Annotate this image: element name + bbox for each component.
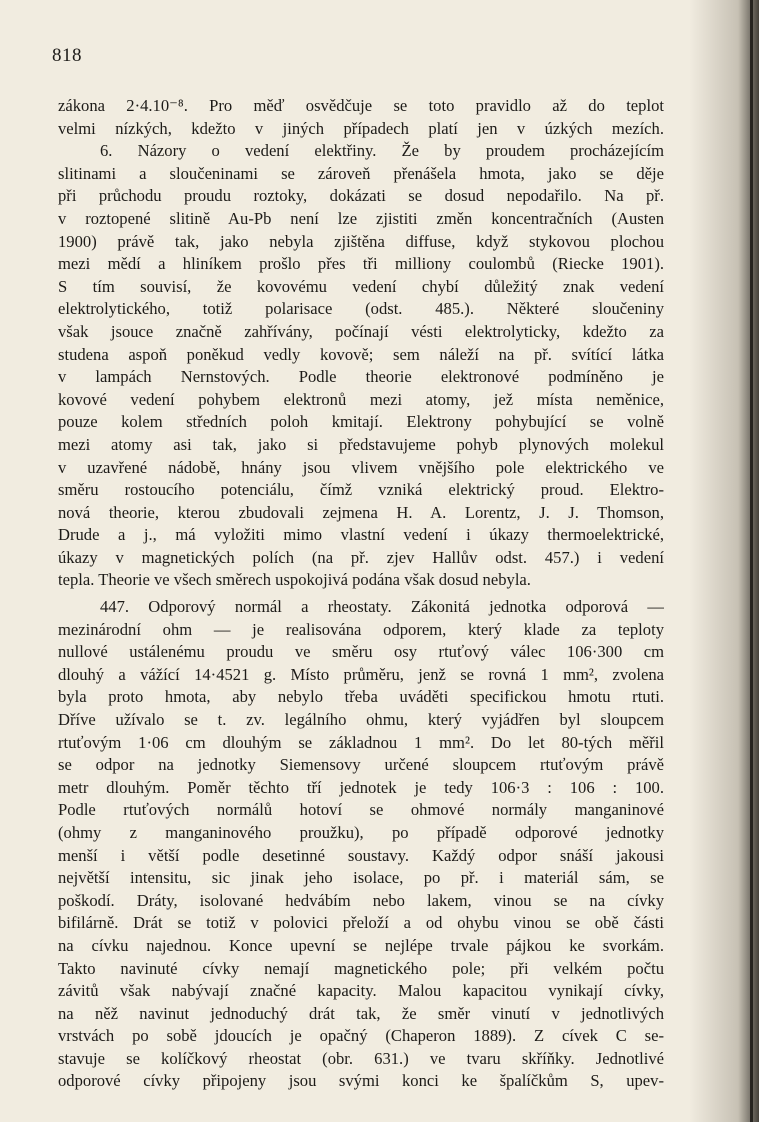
- text-line: úkazy v magnetických polích (na př. zjev Hallův odst. 457.) i vedení: [58, 547, 664, 567]
- text-line: kovové vedení pohybem elektronů mezi atomy, jež místa neměnice,: [58, 389, 664, 409]
- text-line: se odpor na jednotky Siemensovy určené sloupcem rtuťovým právě: [58, 755, 664, 775]
- text-line: mezi mědí a hliníkem prošlo přes tři milliony coulombů (Riecke 1901).: [58, 254, 664, 274]
- text-line: 447. Odporový normál a rheostaty. Zákonitá jednotka odporová —: [100, 597, 664, 616]
- text-line: Drude a j., má vyložiti mimo vlastní vedení i úkazy thermoelektrické,: [58, 525, 664, 545]
- text-line: mezi atomy asi tak, jako si představujeme pohyb plynových molekul: [58, 434, 664, 454]
- text-line: na cívku najednou. Konce upevní se nejlépe trvale pájkou ke svorkám.: [58, 935, 664, 955]
- text-line: Dříve užívalo se t. zv. legálního ohmu, který vyjádřen byl sloupcem: [58, 709, 664, 729]
- text-line: v roztopené slitině Au-Pb není lze zjistiti změn koncentračních (Austen: [58, 208, 664, 228]
- text-line: směru rostoucího potenciálu, čímž vzniká elektrický proud. Elektro-: [58, 480, 664, 500]
- text-line: mezinárodní ohm — je realisována odporem, který klade za teploty: [58, 619, 664, 639]
- page-edge-shadow: [689, 0, 759, 1122]
- text-line: (ohmy z manganinového proužku), po případě odporové jednotky: [58, 822, 664, 842]
- text-line: v uzavřené nádobě, hnány jsou vlivem vnějšího pole elektrického ve: [58, 457, 664, 477]
- text-line: v lampách Nernstových. Podle theorie elektronové podmíněno je: [58, 367, 664, 387]
- text-line: studena aspoň poněkud vedly kovově; sem náleží na př. svítící látka: [58, 344, 664, 364]
- text-line: elektrolytického, totiž polarisace (odst. 485.). Některé sloučeniny: [58, 299, 664, 319]
- text-line: dlouhý a vážící 14·4521 g. Místo průměru, jenž se rovná 1 mm², zvolena: [58, 664, 664, 684]
- text-line: při průchodu proudu roztoky, dokázati se dosud nepodařilo. Na př.: [58, 186, 664, 206]
- text-line: S tím souvisí, že kovovému vedení chybí důležitý znak vedení: [58, 276, 664, 296]
- text-line: však jsouce značně zahřívány, počínají vésti elektrolyticky, kdežto za: [58, 321, 664, 341]
- text-line: bifilárně. Drát se totiž v polovici přeloží a od ohybu vinou se obě části: [58, 913, 664, 933]
- text-line: metr dlouhým. Poměr těchto tří jednotek je tedy 106·3 : 106 : 100.: [58, 777, 664, 797]
- paragraph-resistance-standard: [58, 596, 664, 1093]
- text-line: nová theorie, kterou zbudovali zejmena H. A. Lorentz, J. J. Thomson,: [58, 502, 664, 522]
- page-number: 818: [52, 45, 82, 66]
- text-line: rtuťovým 1·06 cm dlouhým se základnou 1 mm². Do let 80-tých měřil: [58, 732, 664, 752]
- text-line: pouze kolem středních poloh kmitají. Elektrony pohybující se volně: [58, 412, 664, 432]
- text-line: tepla. Theorie ve všech směrech uspokojivá podána však dosud nebyla.: [58, 570, 531, 590]
- text-line: 6. Názory o vedení elektřiny. Že by proudem procházejícím: [100, 141, 664, 161]
- page-edge-line: [750, 0, 753, 1122]
- text-line: velmi nízkých, kdežto v jiných případech platí jen v úzkých mezích.: [58, 118, 664, 138]
- text-line: na něž navinut jednoduchý drát tak, že směr vinutí v jednotlivých: [58, 1003, 664, 1023]
- text-line: stavuje se kolíčkový rheostat (obr. 631.) ve tvaru skříňky. Jednotlivé: [58, 1048, 664, 1068]
- text-line: odporové cívky připojeny jsou svými konci ke špalíčkům S, upev-: [58, 1071, 664, 1091]
- text-line: menší i větší podle desetinné soustavy. Každý odpor snáší jakousi: [58, 845, 664, 865]
- text-line: slitinami a sloučeninami se zároveň přenášela hmota, jako se děje: [58, 163, 664, 183]
- text-line: zákona 2·4.10⁻⁸. Pro měď osvědčuje se toto pravidlo až do teplot: [58, 96, 664, 115]
- text-line: byla proto hmota, aby nebylo třeba uváděti specifickou hmotu rtuti.: [58, 687, 664, 707]
- text-line: největší intensitu, sic jinak jeho isolace, po př. i materiál sám, se: [58, 868, 664, 888]
- text-line: poškodí. Dráty, isolované hedvábím nebo lakem, vinou se na cívky: [58, 890, 664, 910]
- text-line: 1900) právě tak, jako nebyla zjištěna diffuse, když stykovou plochou: [58, 231, 664, 251]
- paragraph-electron-theory: [58, 95, 664, 592]
- text-line: nullové ustálenému proudu ve směru osy rtuťový válec 106·300 cm: [58, 642, 664, 662]
- text-line: vrstvách po sobě jdoucích je opačný (Chaperon 1889). Z cívek C se-: [58, 1026, 664, 1046]
- text-line: závitů však nabývají značné kapacity. Malou kapacitou vynikají cívky,: [58, 981, 664, 1001]
- text-line: Takto navinuté cívky nemají magnetického pole; při velkém počtu: [58, 958, 664, 978]
- text-line: Podle rtuťových normálů hotoví se ohmové normály manganinové: [58, 800, 664, 820]
